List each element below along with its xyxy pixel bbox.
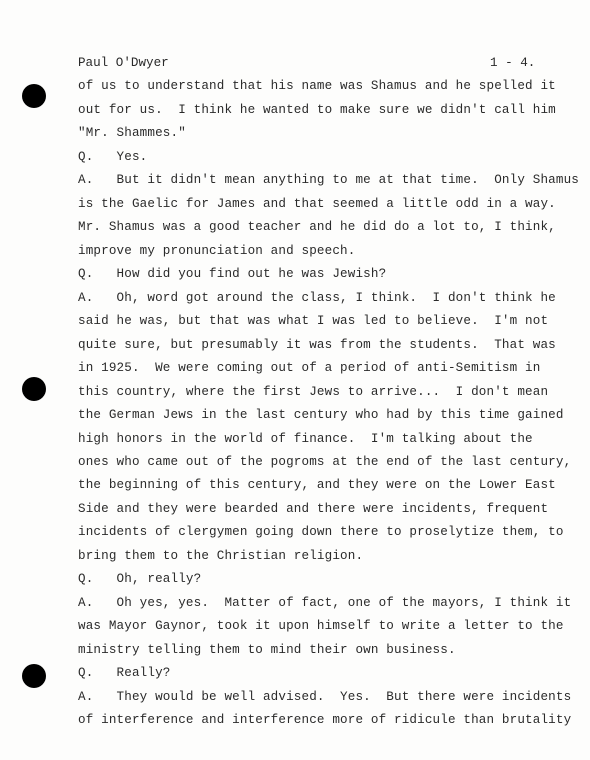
text-line: the German Jews in the last century who had by this time gained xyxy=(78,408,564,422)
text-line: Mr. Shamus was a good teacher and he did do a lot to, I think, xyxy=(78,220,556,234)
text-line: the beginning of this century, and they were on the Lower East xyxy=(78,478,556,492)
text-line: Side and they were bearded and there were incidents, frequent xyxy=(78,502,549,516)
text-line: was Mayor Gaynor, took it upon himself to write a letter to the xyxy=(78,619,564,633)
text-line: of us to understand that his name was Shamus and he spelled it xyxy=(78,79,556,93)
text-line: is the Gaelic for James and that seemed a little odd in a way. xyxy=(78,197,556,211)
text-line: quite sure, but presumably it was from the students. That was xyxy=(78,338,556,352)
text-line: high honors in the world of finance. I'm talking about the xyxy=(78,432,533,446)
text-line: A. They would be well advised. Yes. But there were incidents xyxy=(78,690,572,704)
punch-hole-middle xyxy=(22,377,46,401)
text-line: bring them to the Christian religion. xyxy=(78,549,364,563)
text-line: ministry telling them to mind their own business. xyxy=(78,643,456,657)
text-line: Q. Yes. xyxy=(78,150,148,164)
text-line: Q. Really? xyxy=(78,666,171,680)
text-line: "Mr. Shammes." xyxy=(78,126,186,140)
text-line: A. Oh, word got around the class, I think. I don't think he xyxy=(78,291,556,305)
punch-hole-bottom xyxy=(22,664,46,688)
interviewee-name: Paul O'Dwyer xyxy=(78,56,169,70)
text-line: improve my pronunciation and speech. xyxy=(78,244,356,258)
text-line: incidents of clergymen going down there to proselytize them, to xyxy=(78,525,564,539)
text-line: A. Oh yes, yes. Matter of fact, one of the mayors, I think it xyxy=(78,596,572,610)
text-line: A. But it didn't mean anything to me at that time. Only Shamus xyxy=(78,173,579,187)
text-line: said he was, but that was what I was led to believe. I'm not xyxy=(78,314,549,328)
page-number: 1 - 4. xyxy=(490,56,536,70)
text-line: in 1925. We were coming out of a period of anti-Semitism in xyxy=(78,361,541,375)
text-line: of interference and interference more of ridicule than brutality xyxy=(78,713,572,727)
text-line: this country, where the first Jews to arrive... I don't mean xyxy=(78,385,549,399)
text-line: Q. How did you find out he was Jewish? xyxy=(78,267,387,281)
text-line: ones who came out of the pogroms at the end of the last century, xyxy=(78,455,572,469)
punch-hole-top xyxy=(22,84,46,108)
text-line: out for us. I think he wanted to make sure we didn't call him xyxy=(78,103,556,117)
text-line: Q. Oh, really? xyxy=(78,572,202,586)
